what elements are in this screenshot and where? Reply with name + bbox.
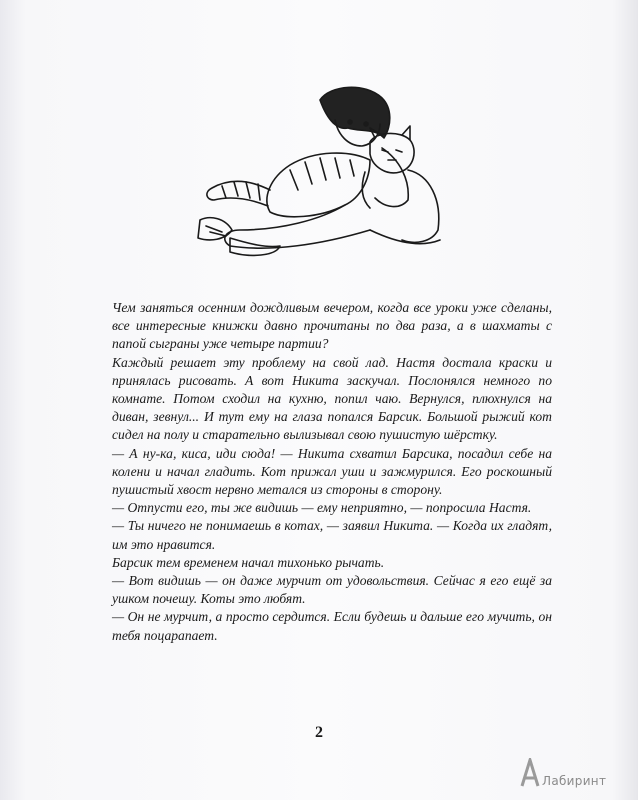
page-number: 2 xyxy=(315,724,323,741)
paragraph: Барсик тем временем начал тихонько рычать. xyxy=(112,554,385,570)
paragraph: — А ну-ка, киса, иди сюда! — Никита схватил Барсика, посадил себе на колени и начал гладить. Кот прижал уши и зажмурился. Его роскошный пушистый хвост нервно метался из стороны в сторону. xyxy=(112,445,552,498)
boy-with-cat-illustration xyxy=(170,80,470,280)
labirint-watermark xyxy=(520,748,606,788)
story-text xyxy=(112,299,552,645)
illustration-drawing xyxy=(170,80,470,280)
paragraph: — Отпусти его, ты же видишь — ему неприятно, — попросила Настя. xyxy=(112,500,532,516)
watermark-text: Лабиринт xyxy=(542,774,607,788)
paragraph: Чем заняться осенним дождливым вечером, когда все уроки уже сделаны, все интересные книжки давно прочитаны по два раза, а в шахматы с папой сыграны уже четыре партии? xyxy=(112,300,552,352)
paragraph: — Вот видишь — он даже мурчит от удовольствия. Сейчас я его ещё за ушком почешу. Коты это любят. xyxy=(112,573,552,607)
paragraph: — Ты ничего не понимаешь в котах, — заявил Никита. — Когда их гладят, им это нравится. xyxy=(112,518,552,552)
labirint-logo-icon xyxy=(520,758,540,788)
paragraph: — Он не мурчит, а просто сердится. Если будешь и дальше его мучить, он тебя поцарапает. xyxy=(112,609,552,643)
paragraph: Каждый решает эту проблему на свой лад. Настя достала краски и принялась рисовать. А вот Никита заскучал. Послонялся немного по комнате. Потом сходил на кухню, попил чаю. Вернулся, плюхнулся на диван, зевнул... И тут ему на глаза попался Барсик. Большой рыжий кот сидел на полу и старательно вылизывал свою пушистую шёрстку. xyxy=(112,354,552,443)
